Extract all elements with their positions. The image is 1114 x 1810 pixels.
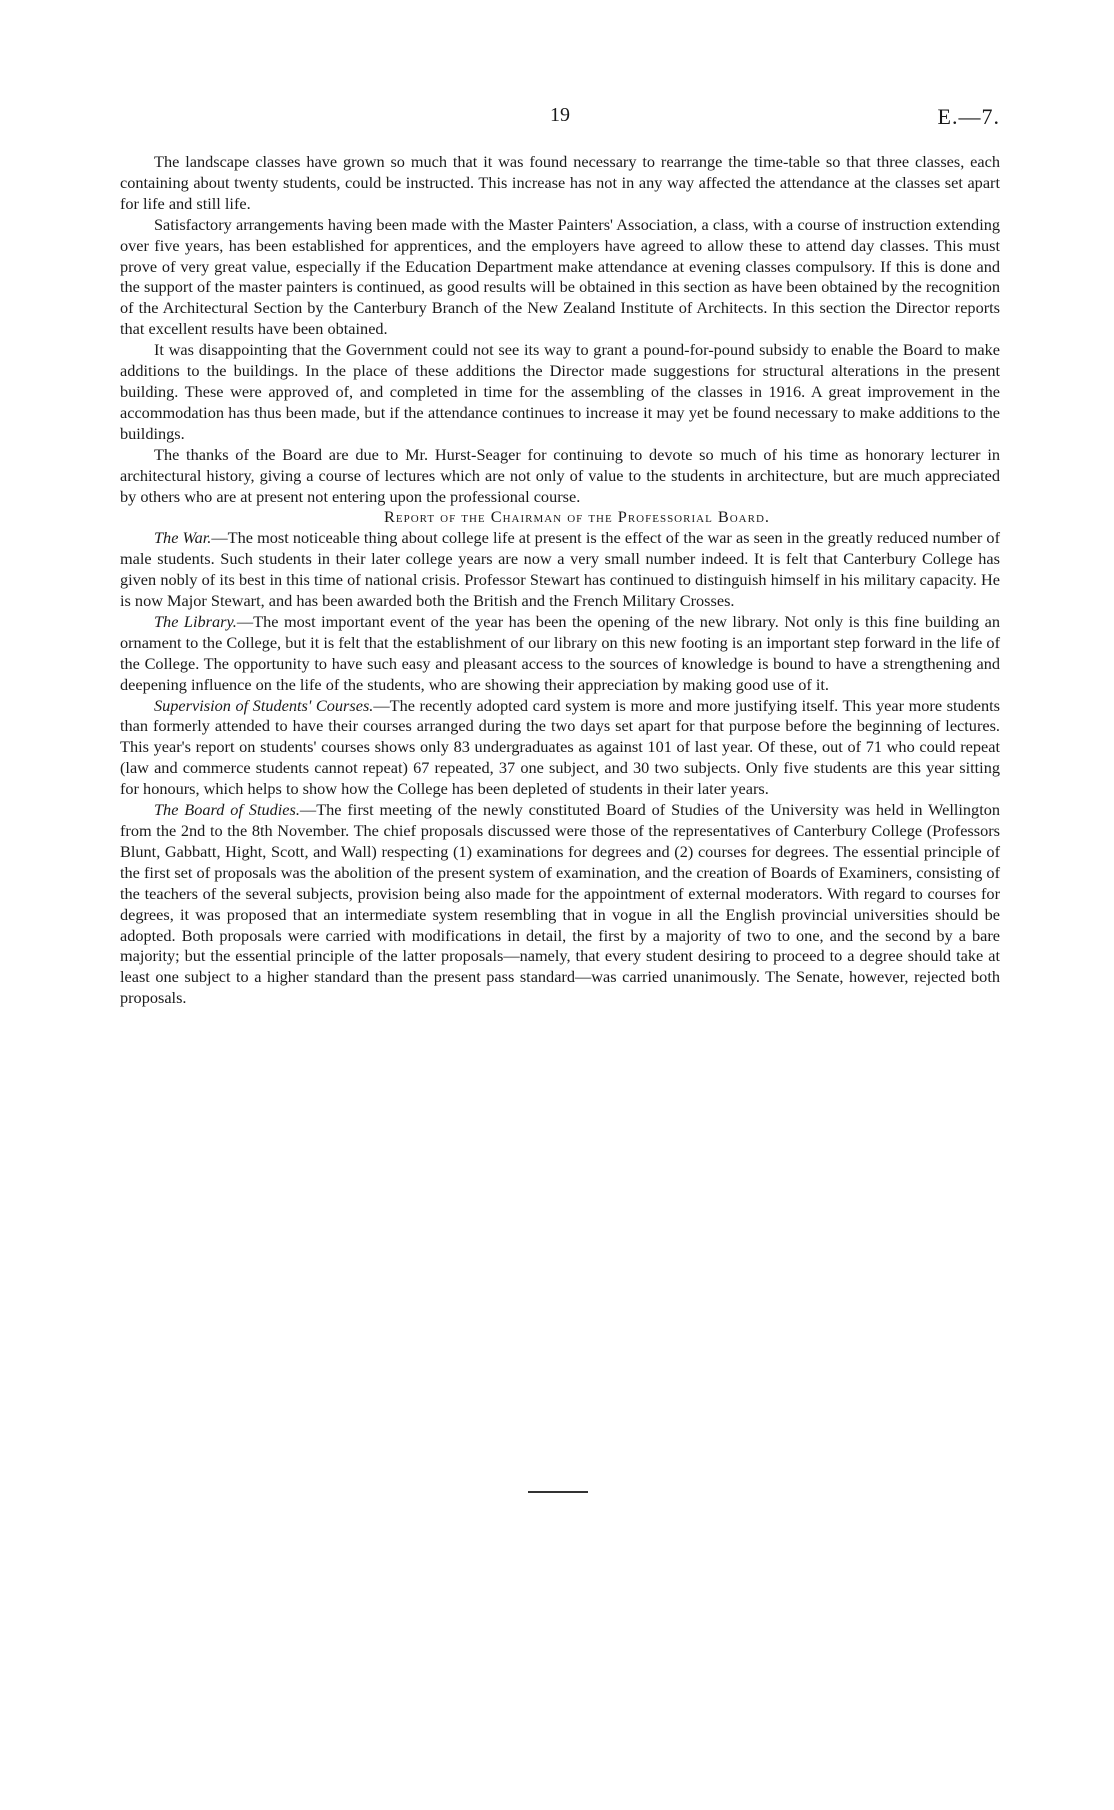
- subheading-board-of-studies: The Board of Studies.: [154, 800, 300, 820]
- paragraph-the-library: [120, 612, 1000, 696]
- text-board-of-studies: —The first meeting of the newly constituted Board of Studies of the University was held in Wellington from the 2nd to the 8th November. The chief proposals discussed were those of the representatives of Canterbury College (Professors Blunt, Gabbatt, Hight, Scott, and Wall) respecting (1) examinations for degrees and (2) courses for degrees. The essential principle of the first set of proposals was the abolition of the present system of examination, and the creation of Boards of Examiners, consisting of the teachers of the several subjects, provision being also made for the appointment of external moderators. With regard to courses for degrees, it was proposed that an intermediate system resembling that in vogue in all the English provincial universities should be adopted. Both proposals were carried with modifications in detail, the first by a majority of two to one, and the second by a bare majority; but the essential principle of the latter proposals—namely, that every student desiring to proceed to a degree should take at least one subject to a higher standard than the present pass standard—was carried unanimously. The Senate, however, rejected both proposals.: [120, 800, 1001, 1008]
- page-number: 19: [550, 104, 570, 126]
- end-rule: [528, 1491, 588, 1493]
- document-body: [120, 152, 1000, 1009]
- text-supervision: —The recently adopted card system is more and more justifying itself. This year more students than formerly attended to have their courses arranged during the two days set apart for that purpose before the beginning of lectures. This year's report on students' courses shows only 83 undergraduates as against 101 of last year. Of these, out of 71 who could repeat (law and commerce students cannot repeat) 67 repeated, 37 one subject, and 30 two subjects. Only five students are this year sitting for honours, which helps to show how the College has been depleted of students in their later years.: [120, 695, 1000, 799]
- page-header: [120, 104, 1000, 132]
- subheading-the-library: The Library.: [154, 611, 237, 631]
- subheading-the-war: The War.: [154, 528, 212, 548]
- paragraph-thanks: The thanks of the Board are due to Mr. Hurst-Seager for continuing to devote so much of his time as honorary lecturer in architectural history, giving a course of lectures which are not only of value to the students in architecture, but are much appreciated by others who are at present not entering upon the professional course.: [120, 444, 1000, 506]
- document-reference: E.—7.: [937, 104, 1000, 129]
- text-the-library: —The most important event of the year has been the opening of the new library. Not only is this fine building an ornament to the College, but it is felt that the establishment of our library on this new footing is an important step forward in the life of the College. The opportunity to have such easy and pleasant access to the sources of knowledge is bound to have a strengthening and deepening influence on the life of the students, who are showing their appreciation by making good use of it.: [120, 611, 1000, 694]
- paragraph-board-of-studies: [120, 800, 1000, 1009]
- paragraph-master-painters: Satisfactory arrangements having been made with the Master Painters' Association, a class, with a course of instruction extending over five years, has been established for apprentices, and the employers have agreed to allow these to attend day classes. This must prove of very great value, especially if the Education Department make attendance at evening classes compulsory. If this is done and the support of the master painters is continued, as good results will be obtained in this section as have been obtained by the recognition of the Architectural Section by the Canterbury Branch of the New Zealand Institute of Architects. In this section the Director reports that excellent results have been obtained.: [120, 214, 1000, 339]
- paragraph-government-subsidy: It was disappointing that the Government could not see its way to grant a pound-for-pound subsidy to enable the Board to make additions to the buildings. In the place of these additions the Director made suggestions for structural alterations in the present building. These were approved of, and completed in time for the assembling of the classes in 1916. A great improvement in the accommodation has thus been made, but if the attendance continues to increase it may yet be found necessary to make additions to the buildings.: [120, 340, 1000, 443]
- section-heading: Report of the Chairman of the Professorial Board.: [384, 507, 770, 527]
- paragraph-the-war: [120, 528, 1000, 612]
- paragraph-landscape-classes: The landscape classes have grown so much that it was found necessary to rearrange the time-table so that three classes, each containing about twenty students, could be instructed. This increase has not in any way affected the attendance at the classes set apart for life and still life.: [120, 152, 1000, 213]
- paragraph-supervision: [120, 696, 1000, 801]
- subheading-supervision: Supervision of Students' Courses.: [154, 695, 374, 715]
- text-the-war: —The most noticeable thing about college life at present is the effect of the war as seen in the greatly reduced number of male students. Such students in their later college years are now a very small number indeed. It is felt that Canterbury College has given nobly of its best in this time of national crisis. Professor Stewart has continued to distinguish himself in his military capacity. He is now Major Stewart, and has been awarded both the British and the French Military Crosses.: [120, 528, 1000, 611]
